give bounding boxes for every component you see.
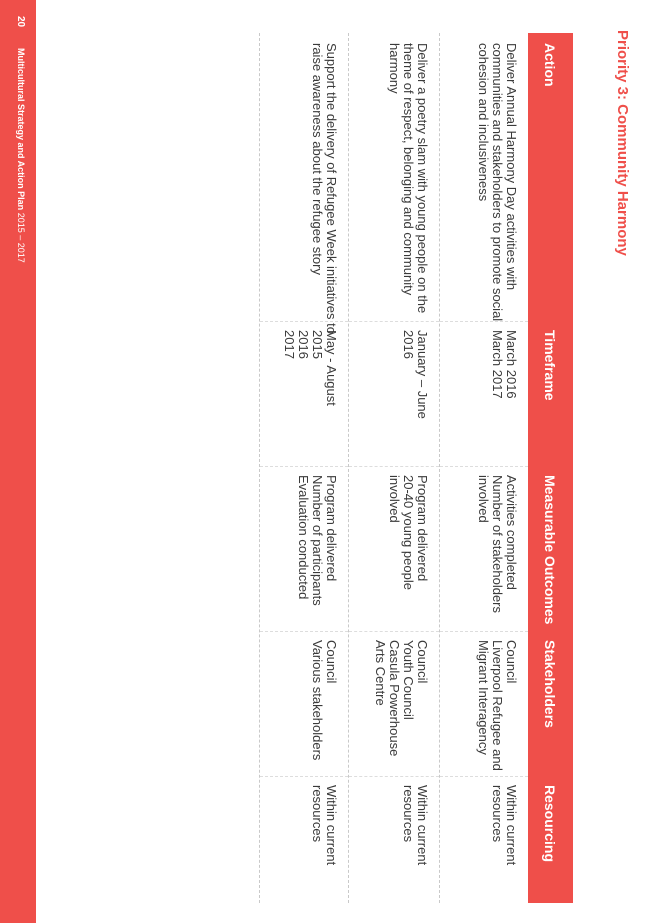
- timeframe-cell: [440, 322, 528, 467]
- cell-line: theme of respect, belonging and community: [401, 43, 416, 296]
- cell-line: January – June: [415, 330, 430, 419]
- resourcing-cell: [440, 777, 528, 903]
- timeframe-cell: [349, 322, 439, 467]
- stakeholders-cell: [349, 632, 439, 777]
- table-header: [528, 33, 573, 903]
- cell-line: Within current: [504, 785, 519, 866]
- cell-line: Arts Centre: [373, 640, 388, 706]
- footer-document-title: [16, 48, 26, 263]
- cell-line: resources: [490, 785, 505, 843]
- table-row: [348, 33, 439, 903]
- cell-line: Support the delivery of Refugee Week initiatives to: [324, 43, 339, 334]
- header-measurable-outcomes: Measurable Outcomes: [542, 475, 559, 625]
- cell-line: Deliver a poetry slam with young people on the: [415, 43, 430, 314]
- cell-line: Number of participants: [310, 475, 325, 606]
- resourcing-cell: [349, 777, 439, 903]
- stakeholders-cell: [260, 632, 348, 777]
- footer-title-text: Multicultural Strategy and Action Plan: [16, 48, 26, 211]
- outcomes-cell: [260, 467, 348, 632]
- cell-line: 2016: [401, 330, 416, 359]
- header-stakeholders: Stakeholders: [542, 640, 559, 728]
- cell-line: Activities completed: [504, 475, 519, 590]
- footer-bar: [0, 0, 36, 923]
- cell-line: cohesion and inclusiveness: [476, 43, 491, 202]
- cell-line: Council: [324, 640, 339, 684]
- cell-line: Liverpool Refugee and: [490, 640, 505, 771]
- page-number: 20: [15, 16, 26, 28]
- cell-line: Council: [415, 640, 430, 684]
- cell-line: Youth Council: [401, 640, 416, 720]
- stakeholders-cell: [440, 632, 528, 777]
- footer-years: 2015 – 2017: [16, 212, 26, 263]
- outcomes-cell: [349, 467, 439, 632]
- cell-line: 20-40 young people: [401, 475, 416, 590]
- action-cell: [440, 33, 528, 322]
- table-row: [259, 33, 348, 903]
- cell-line: Within current: [415, 785, 430, 866]
- page-title: Priority 3: Community Harmony: [614, 30, 631, 256]
- cell-line: Deliver Annual Harmony Day activities with: [504, 43, 519, 291]
- action-table: [259, 33, 573, 903]
- outcomes-cell: [440, 467, 528, 632]
- timeframe-cell: [260, 322, 348, 467]
- cell-line: Number of stakeholders: [490, 475, 505, 614]
- cell-line: March 2016: [504, 330, 519, 399]
- cell-line: March 2017: [490, 330, 505, 399]
- resourcing-cell: [260, 777, 348, 903]
- header-resourcing: Resourcing: [542, 785, 559, 863]
- cell-line: raise awareness about the refugee story: [310, 43, 325, 275]
- cell-line: Council: [504, 640, 519, 684]
- cell-line: involved: [387, 475, 402, 523]
- action-cell: [260, 33, 348, 334]
- table-row: [439, 33, 528, 903]
- cell-line: 2017: [282, 330, 297, 359]
- cell-line: Migrant Interagency: [476, 640, 491, 755]
- cell-line: Within current: [324, 785, 339, 866]
- action-cell: [349, 33, 439, 322]
- cell-line: harmony: [387, 43, 402, 94]
- cell-line: resources: [310, 785, 325, 843]
- cell-line: resources: [401, 785, 416, 843]
- cell-line: Program delivered: [324, 475, 339, 582]
- cell-line: communities and stakeholders to promote social: [490, 43, 505, 322]
- cell-line: May - August: [324, 330, 339, 406]
- header-timeframe: Timeframe: [542, 330, 559, 401]
- cell-line: Program delivered: [415, 475, 430, 582]
- cell-line: Various stakeholders: [310, 640, 325, 761]
- cell-line: 2015: [310, 330, 325, 359]
- cell-line: Evaluation conducted: [296, 475, 311, 600]
- header-action: Action: [542, 43, 559, 87]
- cell-line: 2016: [296, 330, 311, 359]
- cell-line: Casula Powerhouse: [387, 640, 402, 757]
- cell-line: involved: [476, 475, 491, 523]
